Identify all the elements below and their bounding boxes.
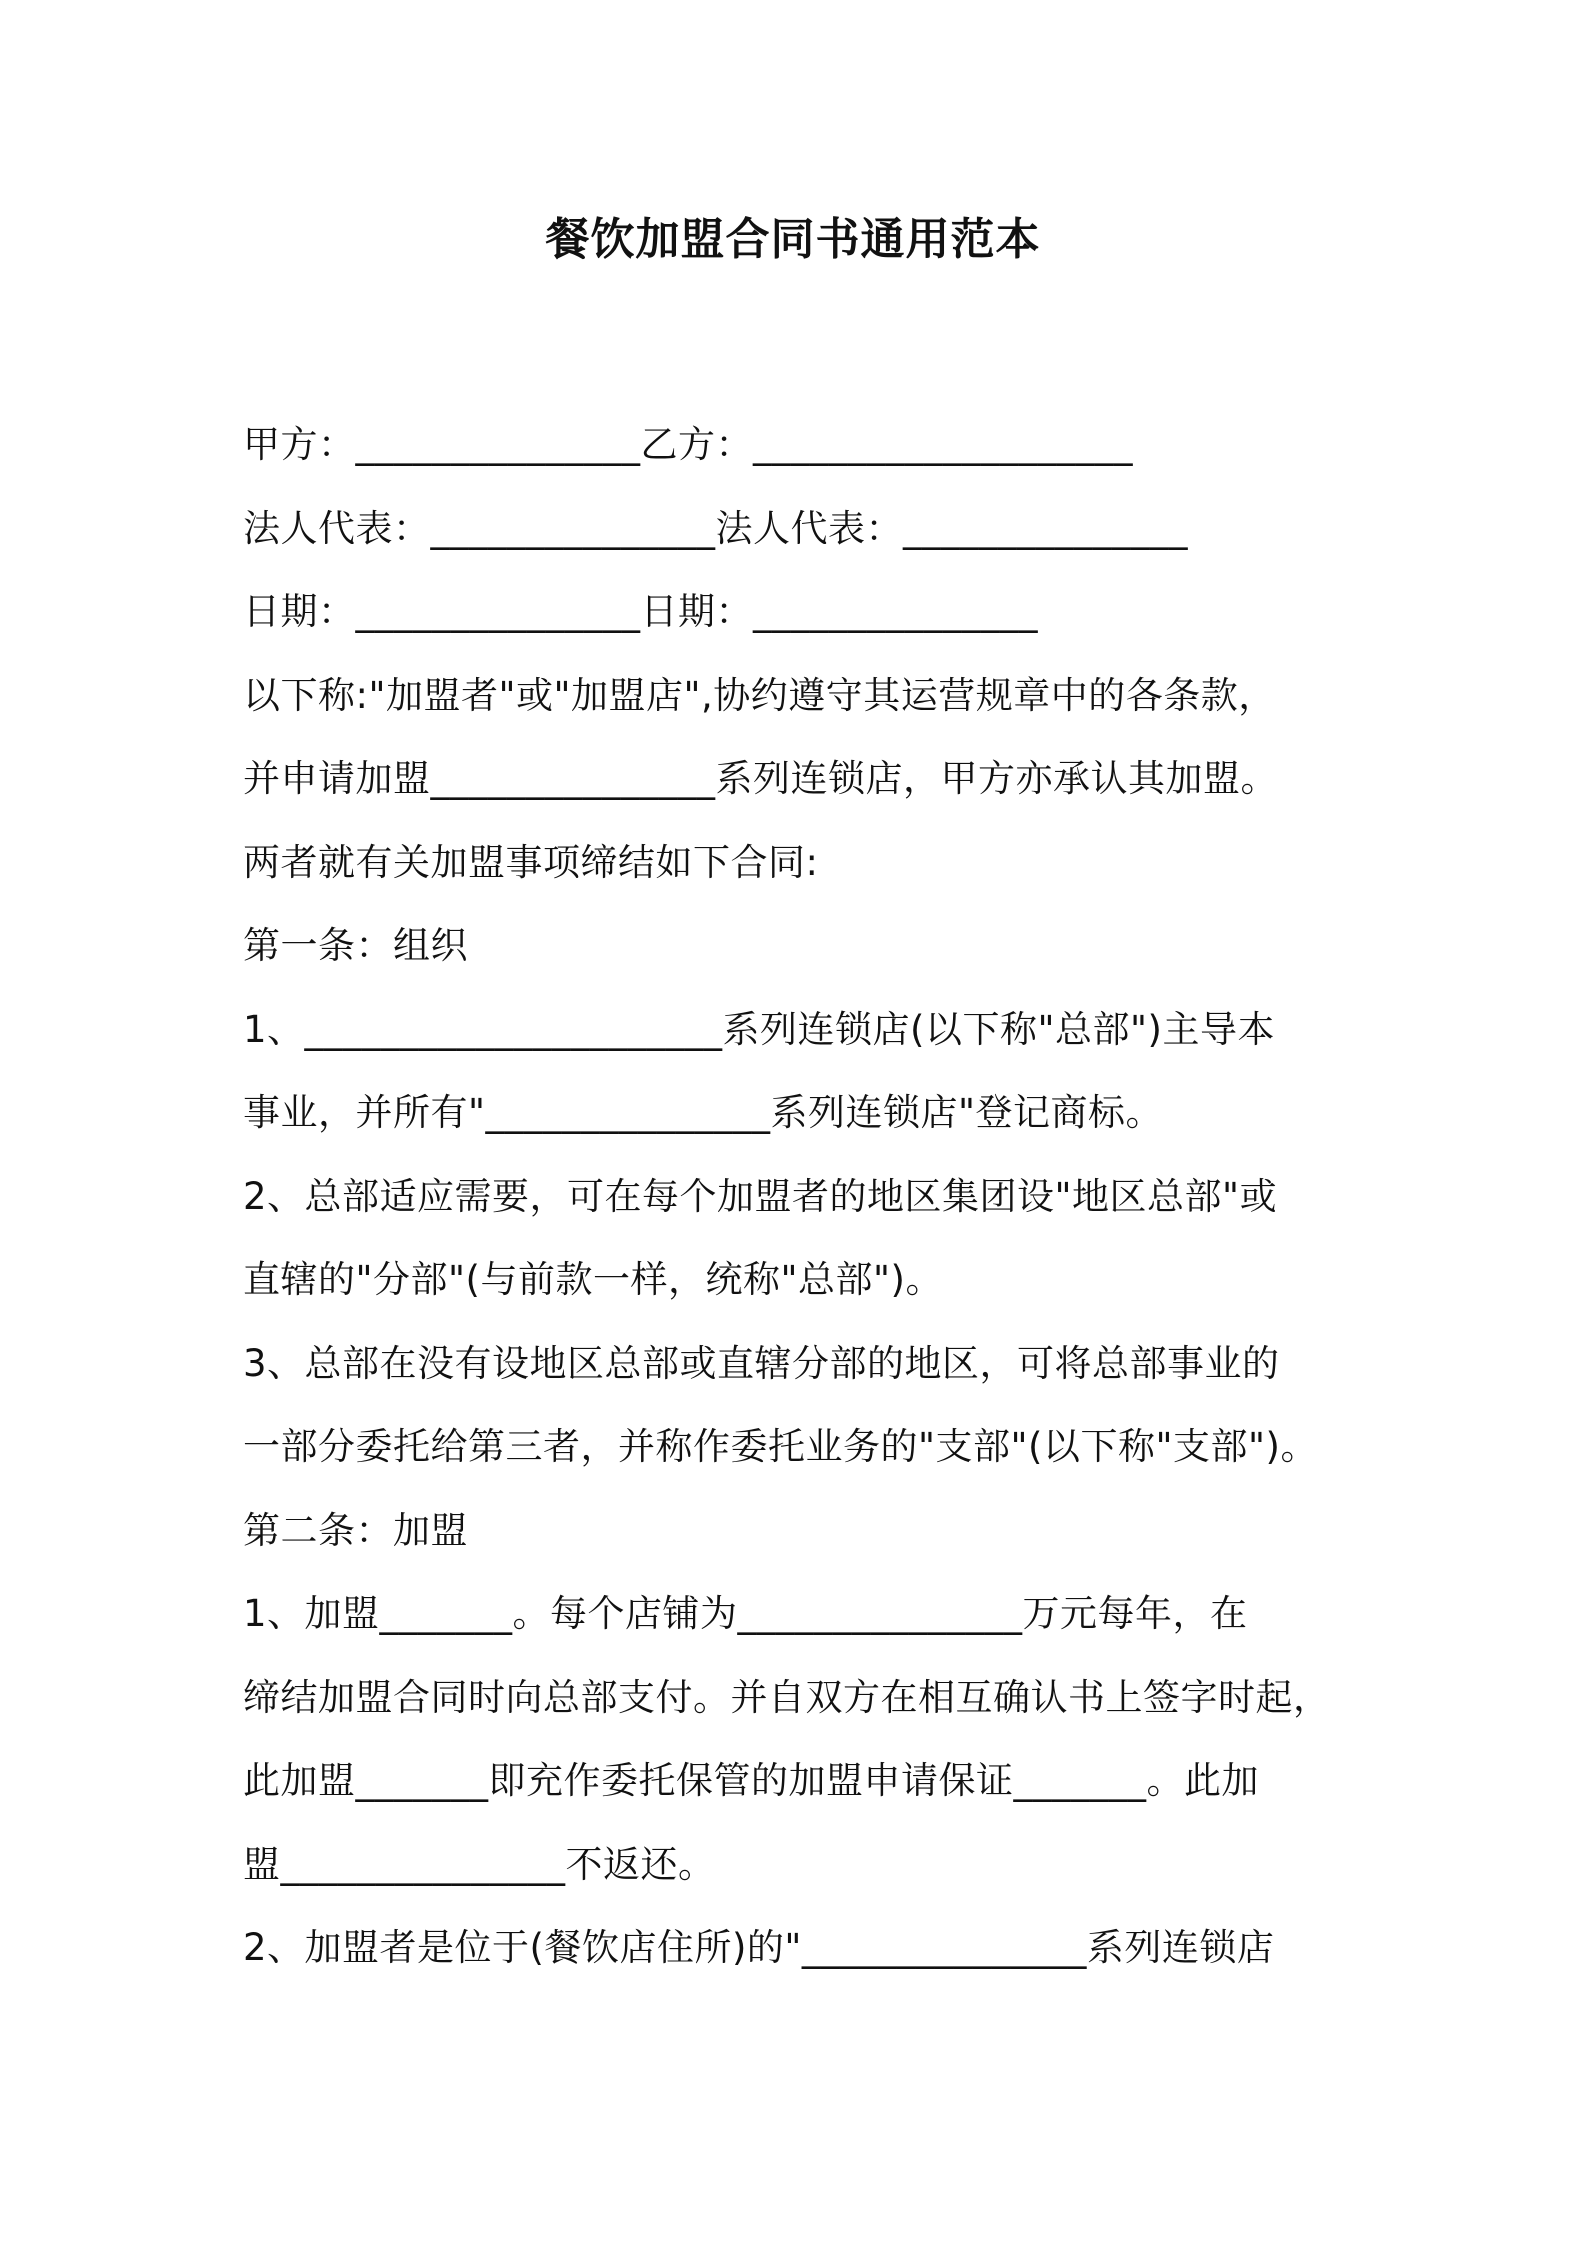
paragraph-line: 盟_______________不返还。 bbox=[243, 1842, 716, 1886]
paragraph-line: 一部分委托给第三者，并称作委托业务的"支部"(以下称"支部")。 bbox=[243, 1425, 1318, 1468]
paragraph-line: 两者就有关加盟事项缔结如下合同: bbox=[243, 840, 819, 884]
paragraph-line: 事业，并所有"_______________系列连锁店"登记商标。 bbox=[243, 1091, 1164, 1134]
legal-representative-line: 法人代表：_______________法人代表：_______________ bbox=[243, 506, 1188, 550]
document-title: 餐饮加盟合同书通用范本 bbox=[545, 214, 1041, 265]
party-a-b-line: 甲方：_______________乙方：____________________ bbox=[243, 423, 1133, 466]
paragraph-line: 1、加盟_______。每个店铺为_______________万元每年，在 bbox=[243, 1592, 1248, 1635]
article-heading: 第二条：加盟 bbox=[243, 1508, 468, 1552]
paragraph-line: 并申请加盟_______________系列连锁店，甲方亦承认其加盟。 bbox=[243, 757, 1278, 800]
paragraph-line: 2、加盟者是位于(餐饮店住所)的"_______________系列连锁店 bbox=[243, 1926, 1275, 1969]
document-body bbox=[243, 415, 1393, 2002]
date-line: 日期：_______________日期：_______________ bbox=[243, 590, 1038, 633]
paragraph-line: 直辖的"分部"(与前款一样，统称"总部")。 bbox=[243, 1258, 943, 1301]
paragraph-line: 以下称:"加盟者"或"加盟店",协约遵守其运营规章中的各条款， bbox=[243, 673, 1276, 717]
paragraph-line: 缔结加盟合同时向总部支付。并自双方在相互确认书上签字时起， bbox=[243, 1675, 1331, 1719]
paragraph-line: 2、总部适应需要，可在每个加盟者的地区集团设"地区总部"或 bbox=[243, 1174, 1278, 1218]
paragraph-line: 此加盟_______即充作委托保管的加盟申请保证_______。此加 bbox=[243, 1759, 1259, 1802]
paragraph-line: 1、______________________系列连锁店(以下称"总部")主导本 bbox=[243, 1007, 1275, 1051]
article-heading: 第一条：组织 bbox=[243, 924, 468, 967]
paragraph-line: 3、总部在没有设地区总部或直辖分部的地区，可将总部事业的 bbox=[243, 1341, 1280, 1385]
